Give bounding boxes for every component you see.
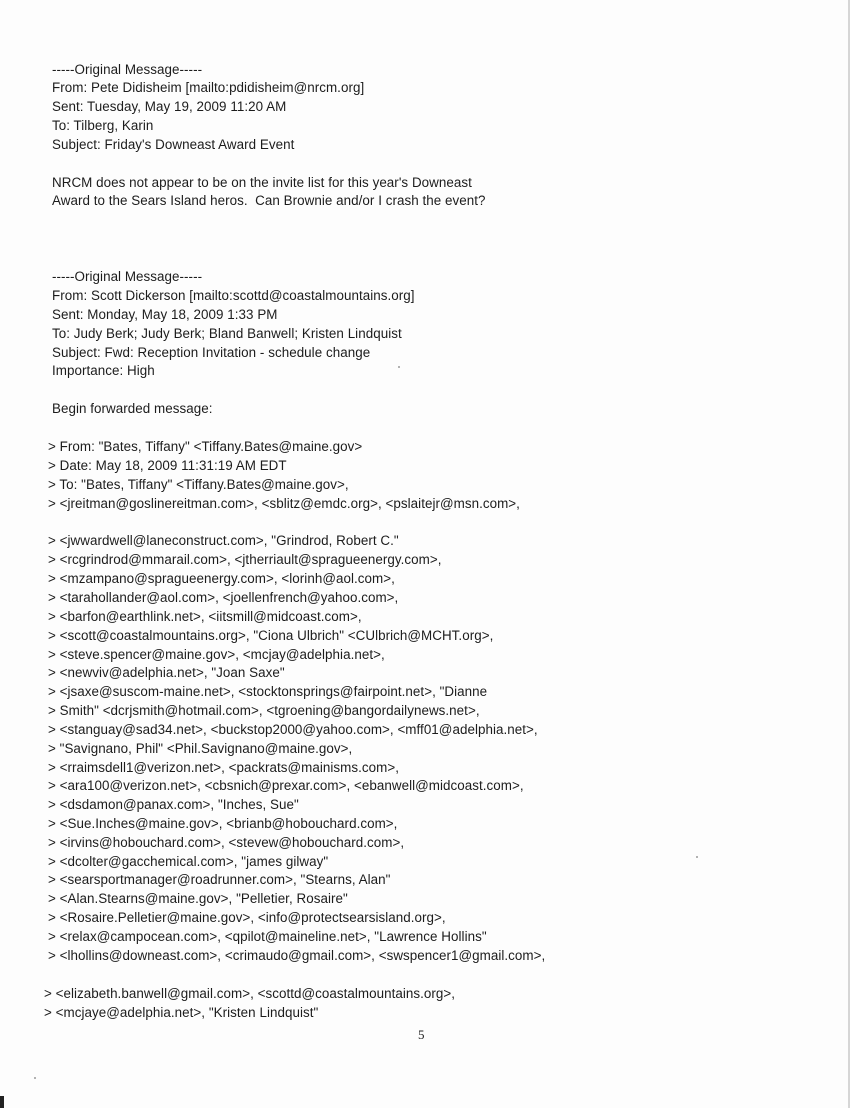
forwarded-line: > Date: May 18, 2009 11:31:19 AM EDT xyxy=(48,458,287,473)
forwarded-line: > <mzampano@spragueenergy.com>, <lorinh@aol.com>, xyxy=(48,571,395,586)
forwarded-line: > <relax@campocean.com>, <qpilot@maineline.net>, "Lawrence Hollins" xyxy=(48,929,487,944)
scan-edge-mark xyxy=(0,1096,4,1108)
forwarded-line: > <mcjaye@adelphia.net>, "Kristen Lindquist" xyxy=(44,1005,319,1020)
forwarded-line: > <dsdamon@panax.com>, "Inches, Sue" xyxy=(48,797,299,812)
forwarded-line: > <barfon@earthlink.net>, <iitsmill@midcoast.com>, xyxy=(48,609,362,624)
email-subject-line: Subject: Fwd: Reception Invitation - schedule change xyxy=(52,345,371,360)
email-from-line: From: Scott Dickerson [mailto:scottd@coastalmountains.org] xyxy=(52,288,415,303)
forwarded-line: > <irvins@hobouchard.com>, <stevew@hobouchard.com>, xyxy=(48,835,405,850)
forwarded-line: > <newviv@adelphia.net>, "Joan Saxe" xyxy=(48,665,285,680)
forwarded-line: > <lhollins@downeast.com>, <crimaudo@gmail.com>, <swspencer1@gmail.com>, xyxy=(48,948,546,963)
forwarded-line: > <Alan.Stearns@maine.gov>, "Pelletier, Rosaire" xyxy=(48,891,348,906)
forwarded-line: > "Savignano, Phil" <Phil.Savignano@maine.gov>, xyxy=(48,741,353,756)
forwarded-line: > <steve.spencer@maine.gov>, <mcjay@adelphia.net>, xyxy=(48,647,385,662)
email-body-line: NRCM does not appear to be on the invite list for this year's Downeast xyxy=(52,175,472,190)
forwarded-line: > From: "Bates, Tiffany" <Tiffany.Bates@maine.gov> xyxy=(48,439,363,454)
original-message-separator: -----Original Message----- xyxy=(52,269,203,284)
forwarded-line: > Smith" <dcrjsmith@hotmail.com>, <tgroening@bangordailynews.net>, xyxy=(48,703,480,718)
forwarded-line: > <elizabeth.banwell@gmail.com>, <scottd@coastalmountains.org>, xyxy=(44,986,456,1001)
forward-intro-line: Begin forwarded message: xyxy=(52,401,213,416)
scan-speck xyxy=(34,1077,36,1079)
scan-speck xyxy=(696,856,698,858)
email-subject-line: Subject: Friday's Downeast Award Event xyxy=(52,137,295,152)
forwarded-line: > <stanguay@sad34.net>, <buckstop2000@yahoo.com>, <mff01@adelphia.net>, xyxy=(48,722,538,737)
forwarded-line: > To: "Bates, Tiffany" <Tiffany.Bates@maine.gov>, xyxy=(48,477,349,492)
forwarded-line: > <tarahollander@aol.com>, <joellenfrench@yahoo.com>, xyxy=(48,590,399,605)
forwarded-line: > <searsportmanager@roadrunner.com>, "Stearns, Alan" xyxy=(48,872,391,887)
forwarded-line: > <rraimsdell1@verizon.net>, <packrats@mainisms.com>, xyxy=(48,760,399,775)
email-from-line: From: Pete Didisheim [mailto:pdidisheim@nrcm.org] xyxy=(52,80,365,95)
email-sent-line: Sent: Monday, May 18, 2009 1:33 PM xyxy=(52,307,278,322)
forwarded-line: > <Sue.Inches@maine.gov>, <brianb@hobouchard.com>, xyxy=(48,816,398,831)
email-body-line: Award to the Sears Island heros. Can Brownie and/or I crash the event? xyxy=(52,193,486,208)
forwarded-line: > <dcolter@gacchemical.com>, "james gilway" xyxy=(48,854,329,869)
forwarded-line: > <rcgrindrod@mmarail.com>, <jtherriault@spragueenergy.com>, xyxy=(48,552,442,567)
forwarded-line: > <jwwardwell@laneconstruct.com>, "Grindrod, Robert C." xyxy=(48,533,399,548)
email-to-line: To: Tilberg, Karin xyxy=(52,118,154,133)
forwarded-line: > <jsaxe@suscom-maine.net>, <stocktonsprings@fairpoint.net>, "Dianne xyxy=(48,684,488,699)
forwarded-line: > <scott@coastalmountains.org>, "Ciona Ulbrich" <CUlbrich@MCHT.org>, xyxy=(48,628,494,643)
forwarded-line: > <jreitman@goslinereitman.com>, <sblitz@emdc.org>, <pslaitejr@msn.com>, xyxy=(48,496,520,511)
forwarded-line: > <Rosaire.Pelletier@maine.gov>, <info@protectsearsisland.org>, xyxy=(48,910,446,925)
original-message-separator: -----Original Message----- xyxy=(52,62,203,77)
forwarded-line: > <ara100@verizon.net>, <cbsnich@prexar.com>, <ebanwell@midcoast.com>, xyxy=(48,778,524,793)
page-number: 5 xyxy=(418,1027,425,1042)
email-sent-line: Sent: Tuesday, May 19, 2009 11:20 AM xyxy=(52,99,287,114)
email-importance-line: Importance: High xyxy=(52,363,155,378)
scan-speck xyxy=(398,366,400,368)
email-to-line: To: Judy Berk; Judy Berk; Bland Banwell; Kristen Lindquist xyxy=(52,326,402,341)
